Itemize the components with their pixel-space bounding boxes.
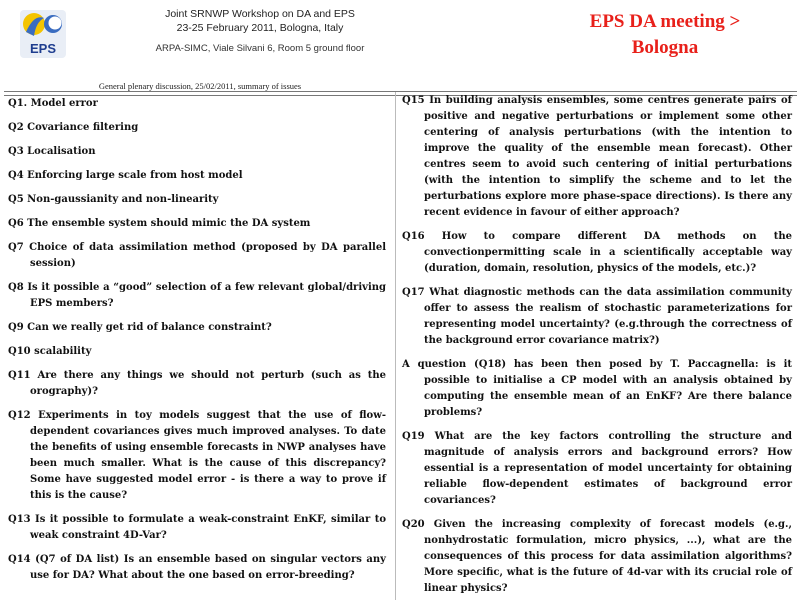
question-item: Q10 scalability — [8, 346, 92, 357]
question-item: Q17 What diagnostic methods can the data assimilation community offer to assess the realism of stochastic parameterizations for representing model uncertainty? (e.g.through the correctness of the background error covariance matrix?) — [402, 287, 792, 346]
right-question-column — [402, 93, 792, 605]
workshop-venue: ARPA-SIMC, Viale Silvani 6, Room 5 ground floor — [155, 43, 365, 54]
question-item: Q15 In building analysis ensembles, some centres generate pairs of positive and negative perturbations or implement some other centering of analysis perturbations (with the intention to improve the quality of the ensemble mean forecast). Other centres seem to avoid such centering of initial perturbations (with the intention to simplify the scheme and to let the perturbations explore more phase-space directions). Is there any recent evidence in favour of either approach? — [402, 95, 792, 218]
document-subtitle: General plenary discussion, 25/02/2011, summary of issues — [98, 81, 302, 91]
slide-title-line2: Bologna — [631, 37, 699, 58]
question-item: A question (Q18) has been then posed by T. Paccagnella: is it possible to initialise a CP model with an analysis obtained by computing the ensemble mean of an EnKF? Are there balance problems? — [402, 359, 792, 418]
workshop-header — [140, 8, 380, 56]
question-item: Q9 Can we really get rid of balance constraint? — [8, 322, 272, 333]
logo-text: EPS — [29, 41, 57, 56]
question-item: Q4 Enforcing large scale from host model — [8, 170, 243, 181]
workshop-dates: 23-25 February 2011, Bologna, Italy — [176, 21, 344, 34]
question-item: Q13 Is it possible to formulate a weak-constraint EnKF, similar to weak constraint 4D-Var? — [8, 514, 386, 541]
question-item: Q11 Are there any things we should not perturb (such as the orography)? — [8, 370, 386, 397]
question-item: Q20 Given the increasing complexity of forecast models (e.g., nonhydrostatic formulation, micro physics, ...), what are the consequences of this process for data assimilation algorithms? More specific, what is the future of 4d-var with its crucial role of linear physics? — [402, 519, 792, 594]
question-item: Q5 Non-gaussianity and non-linearity — [8, 194, 219, 205]
question-item: Q16 How to compare different DA methods on the convectionpermitting scale in a scientifically acceptable way (duration, domain, resolution, physics of the models, etc.)? — [402, 231, 792, 274]
header-rule-top — [4, 91, 797, 92]
question-item: Q3 Localisation — [8, 146, 96, 157]
eps-logo — [18, 8, 68, 60]
question-item: Q2 Covariance filtering — [8, 122, 139, 133]
left-question-column — [8, 96, 386, 592]
slide-title — [560, 9, 770, 61]
workshop-title: Joint SRNWP Workshop on DA and EPS — [165, 8, 355, 20]
question-item: Q19 What are the key factors controlling the structure and magnitude of analysis errors and background errors? How essential is a representation of model uncertainty for obtaining reliable flow-dependent estimates of background error covariances? — [402, 431, 792, 506]
question-item: Q1. Model error — [8, 98, 98, 109]
question-item: Q8 Is it possible a “good” selection of a few relevant global/driving EPS members? — [8, 282, 386, 309]
question-item: Q7 Choice of data assimilation method (proposed by DA parallel session) — [8, 242, 386, 269]
slide-title-line1: EPS DA meeting > — [589, 11, 741, 32]
column-divider — [395, 92, 396, 600]
question-item: Q6 The ensemble system should mimic the DA system — [8, 218, 311, 229]
question-item: Q14 (Q7 of DA list) Is an ensemble based on singular vectors any use for DA? What about the one based on error-breeding? — [8, 554, 386, 581]
question-item: Q12 Experiments in toy models suggest that the use of flow-dependent covariances gives much improved analyses. To date the benefits of using ensemble forecasts in NWP analyses have been much smaller. What is the cause of this discrepancy? Some have suggested model error - is there a way to prove if this is the cause? — [8, 410, 386, 501]
